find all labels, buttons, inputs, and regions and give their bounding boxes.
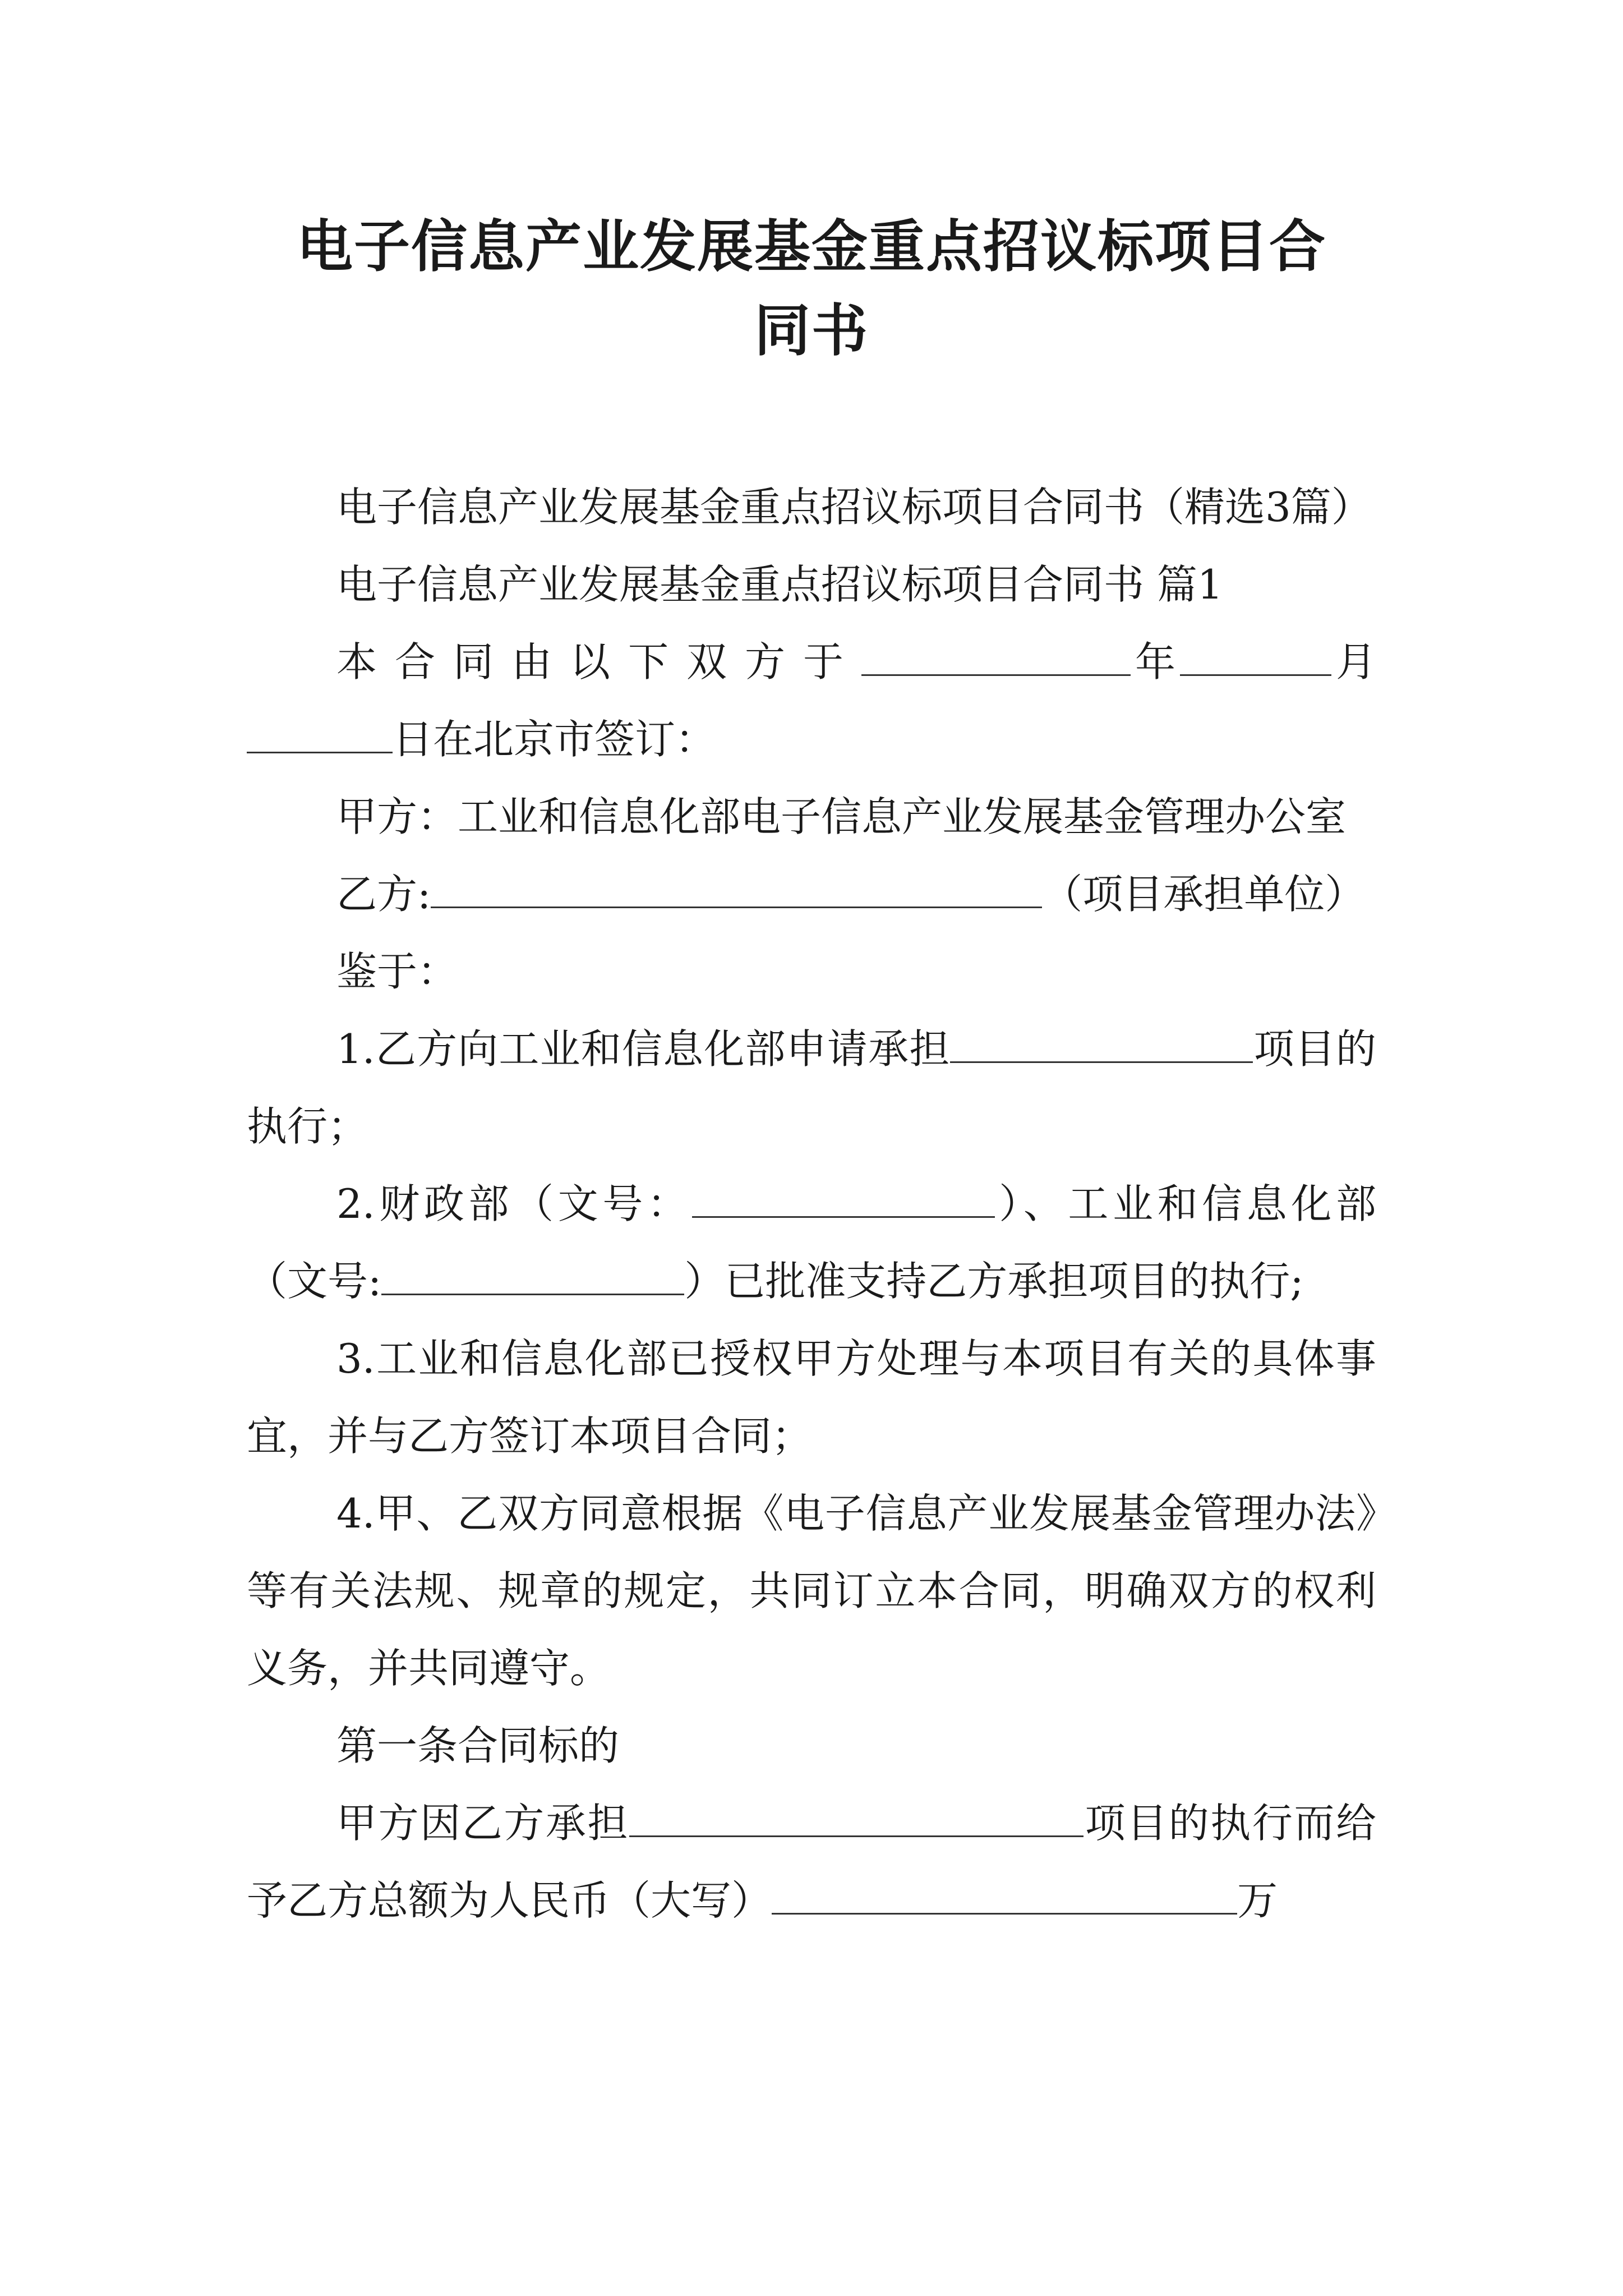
document-body [247,468,1376,1939]
article-1-lead: 甲方因乙方承担 [336,1800,629,1847]
chapter-heading: 电子信息产业发展基金重点招议标项目合同书 篇1 [336,561,1223,608]
whereas-heading: 鉴于： [336,948,458,995]
signing-tail: 日在北京市签订： [393,716,716,763]
day-blank [247,709,393,753]
item-3-paragraph: 3.工业和信息化部已授权甲方处理与本项目有关的具体事宜，并与乙方签订本项目合同； [247,1335,1376,1460]
article-1-mid: 项目的执行而给予乙方总额为人民币（大写） [247,1800,1376,1924]
item-4-paragraph: 4.甲、乙双方同意根据《电子信息产业发展基金管理办法》等有关法规、规章的规定，共同订立本合同，明确双方的权利义务，并共同遵守。 [247,1490,1376,1692]
title-line-1: 电子信息产业发展基金重点招议标项目合 [297,214,1326,279]
document-title [247,205,1376,373]
month-blank [1180,632,1331,676]
item-2-lead: 2.财政部（文号： [336,1180,692,1227]
item-1-lead: 1.乙方向工业和信息化部申请承担 [336,1025,951,1073]
project-name-blank [950,1019,1253,1063]
signing-lead: 本合同由以下双方于 [336,638,861,685]
party-a-paragraph: 甲方：工业和信息化部电子信息产业发展基金管理办公室 [336,793,1347,840]
article-project-blank [629,1793,1083,1837]
article-1-tail: 万 [1237,1877,1278,1924]
item-1-tail: 项目的执行； [247,1025,1376,1150]
article-1-heading: 第一条合同标的 [336,1722,620,1769]
miit-doc-number-blank [381,1251,684,1295]
intro-paragraph: 电子信息产业发展基金重点招议标项目合同书（精选3篇） [336,484,1372,531]
item-2-tail: ）已批准支持乙方承担项目的执行; [684,1258,1304,1305]
item-1-paragraph [247,1010,1376,1165]
year-blank [861,632,1131,676]
item-2-paragraph [247,1165,1376,1320]
year-label: 年 [1130,638,1180,685]
title-line-2: 同书 [754,298,869,364]
party-b-paragraph [247,855,1376,933]
article-1-paragraph [247,1784,1376,1939]
party-b-suffix: （项目承担单位） [1042,871,1366,918]
mof-doc-number-blank [692,1174,995,1218]
signing-paragraph [247,623,1376,778]
amount-blank [772,1870,1237,1915]
party-b-blank [431,864,1042,908]
month-label: 月 [1331,638,1376,685]
item-2-mid: ）、工业和信息化部（文号: [247,1180,1376,1305]
party-b-label: 乙方: [336,871,431,918]
